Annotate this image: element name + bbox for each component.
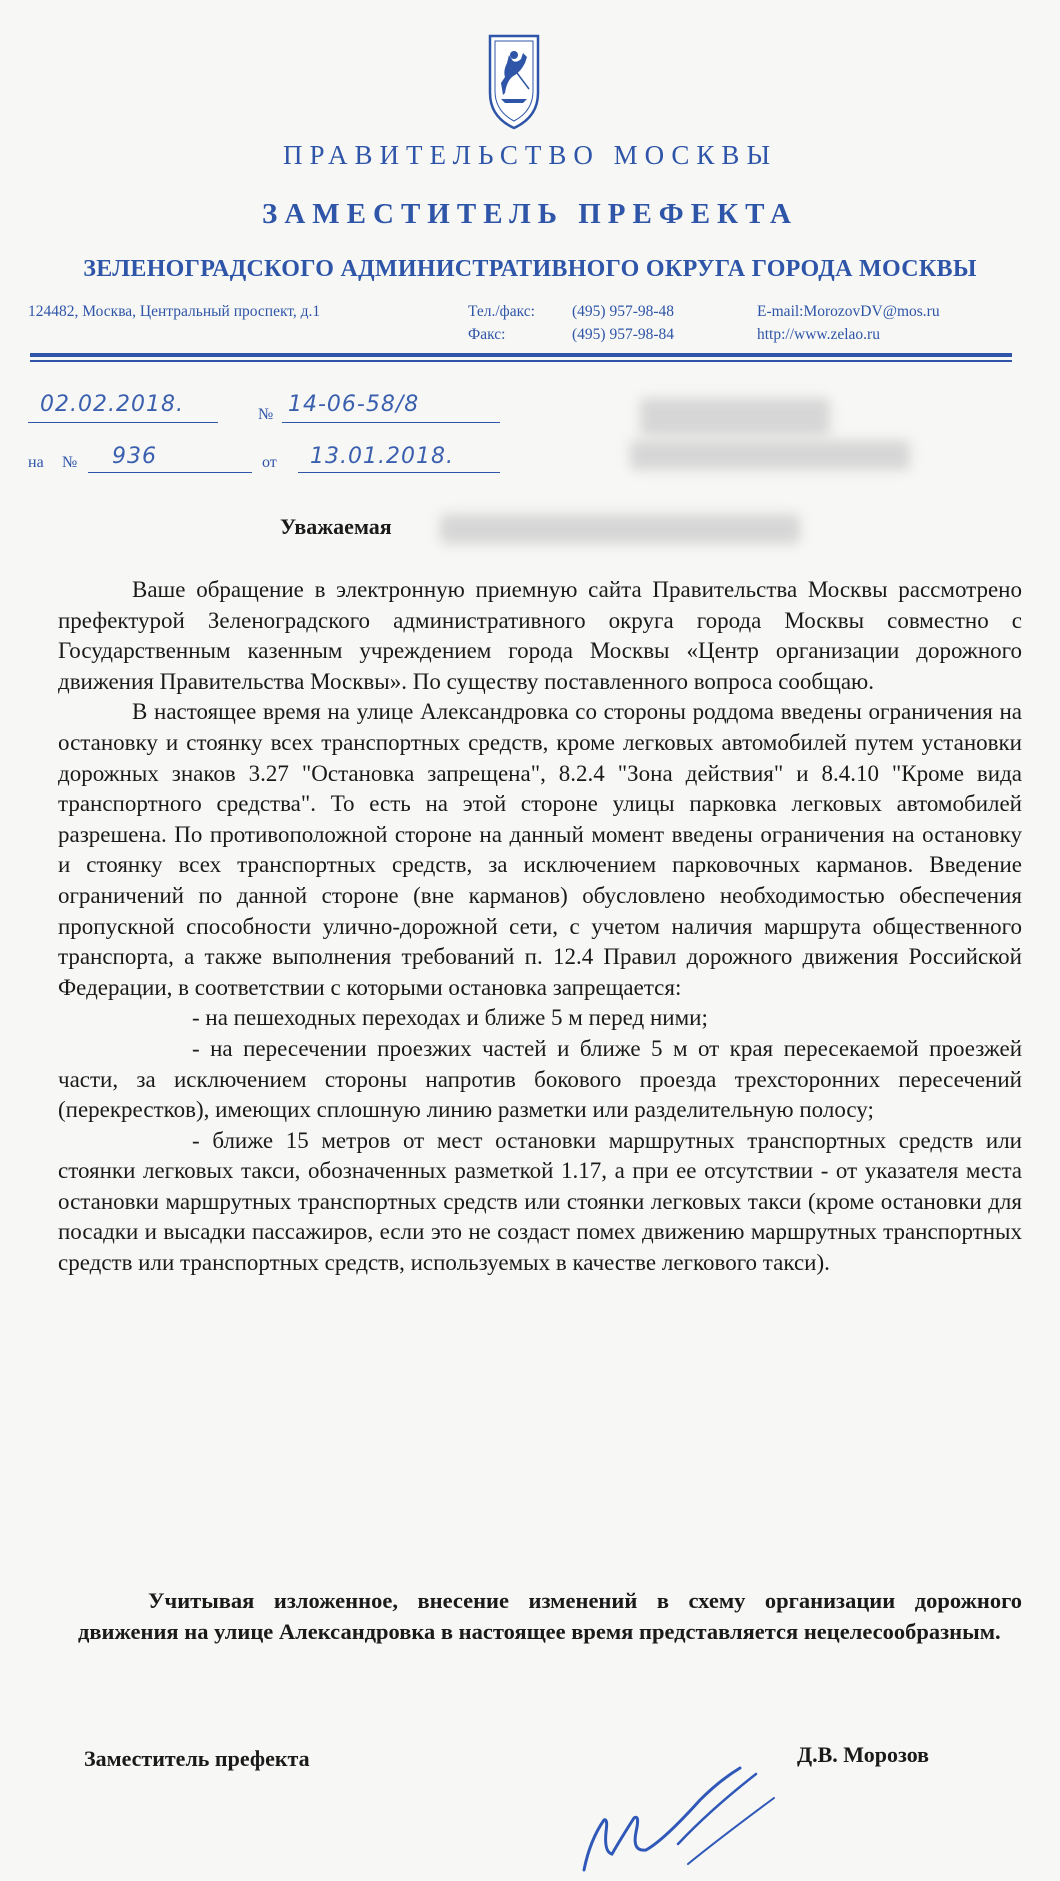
- number-label: №: [258, 406, 274, 423]
- from-date: 13.01.2018.: [310, 444, 454, 469]
- in-reply-number: 936: [112, 444, 157, 469]
- fax-value: (495) 957-98-84: [572, 326, 675, 343]
- government-title: ПРАВИТЕЛЬСТВО МОСКВЫ: [282, 140, 777, 170]
- signatory-title: Заместитель префекта: [84, 1746, 310, 1771]
- list-item-stops: - ближе 15 метров от мест остановки маршрутных транспортных средств или стоянки легковых такси, обозначенных разметкой 1.17, а при ее отсутствии - от указателя места остановки маршрутных транспортных средств или стоянки легковых такси (кроме остановки для посадки и высадки пассажиров, если это не создаст помех движению маршрутных транспортных средств или транспортных средств, используемых в качестве легкового такси).: [58, 1127, 1022, 1276]
- in-reply-underline: [88, 472, 252, 473]
- handwritten-signature: [560, 1760, 790, 1881]
- address: 124482, Москва, Центральный проспект, д.1: [28, 303, 321, 320]
- letter-body: [58, 575, 1022, 1279]
- phone-labels: [468, 300, 535, 346]
- paragraph-main: В настоящее время на улице Александровка со стороны роддома введены ограничения на остановку и стоянку всех транспортных средств, кроме легковых автомобилей путем установки дорожных знаков 3.27 "Остановка запрещена", 8.2.4 "Зона действия" и 8.4.10 "Кроме вида транспортного средства". То есть на этой стороне улицы парковка легковых автомобилей разрешена. По противоположной стороне на данный момент введены ограничения на остановку и стоянку всех транспортных средств, за исключением парковочных карманов. Введение ограничений по данной стороне (вне карманов) обусловлено необходимостью обеспечения пропускной способности улично-дорожной сети, с учетом наличия маршрута общественного транспорта, а также выполнения требований п. 12.4 Правил дорожного движения Российской Федерации, в соответствии с которыми остановка запрещается:: [58, 699, 1022, 1000]
- tel-label: Тел./факс:: [468, 303, 535, 320]
- from-label: от: [262, 454, 277, 471]
- redacted-recipient-line1: [640, 398, 830, 436]
- outgoing-number: 14-06-58/8: [288, 392, 420, 417]
- in-reply-number-label: №: [62, 454, 78, 471]
- redacted-recipient-name: [440, 514, 800, 544]
- in-reply-label: на: [28, 454, 44, 471]
- fax-label: Факс:: [468, 326, 506, 343]
- signatory-name: Д.В. Морозов: [797, 1742, 930, 1767]
- from-underline: [298, 472, 500, 473]
- phone-values: [572, 300, 674, 346]
- redacted-recipient-line2: [630, 440, 910, 470]
- conclusion: Учитывая изложенное, внесение изменений в схему организации дорожного движения на улице Александровка в настоящее время представляется нецелесообразным.: [78, 1588, 1022, 1644]
- header-divider-thick: [30, 353, 1012, 357]
- paragraph-intro: Ваше обращение в электронную приемную сайта Правительства Москвы рассмотрено префектурой Зеленоградского административного округа города Москвы совместно с Государственным казенным учреждением города Москвы «Центр организации дорожного движения Правительства Москвы». По существу поставленного вопроса сообщаю.: [58, 577, 1022, 694]
- header-divider-thin: [30, 360, 1012, 362]
- position-title: ЗАМЕСТИТЕЛЬ ПРЕФЕКТА: [262, 198, 798, 230]
- website-link[interactable]: http://www.zelao.ru: [757, 326, 880, 343]
- moscow-coat-of-arms-icon: [487, 33, 541, 131]
- tel-value: (495) 957-98-48: [572, 303, 675, 320]
- salutation: Уважаемая: [280, 514, 392, 539]
- list-item-intersections: - на пересечении проезжих частей и ближе 5 м от края пересекаемой проезжей части, за исключением стороны напротив бокового проезда трехсторонних пересечений (перекрестков), имеющих сплошную линию разметки или разделительную полосу;: [58, 1035, 1022, 1123]
- email-link[interactable]: E-mail:MorozovDV@mos.ru: [757, 303, 940, 320]
- date-underline: [28, 422, 218, 423]
- number-underline: [282, 422, 500, 423]
- web-contacts: [757, 300, 940, 346]
- list-item-crossings: - на пешеходных переходах и ближе 5 м перед ними;: [192, 1005, 708, 1031]
- district-title: ЗЕЛЕНОГРАДСКОГО АДМИНИСТРАТИВНОГО ОКРУГА ГОРОДА МОСКВЫ: [83, 256, 977, 282]
- outgoing-date: 02.02.2018.: [40, 392, 184, 417]
